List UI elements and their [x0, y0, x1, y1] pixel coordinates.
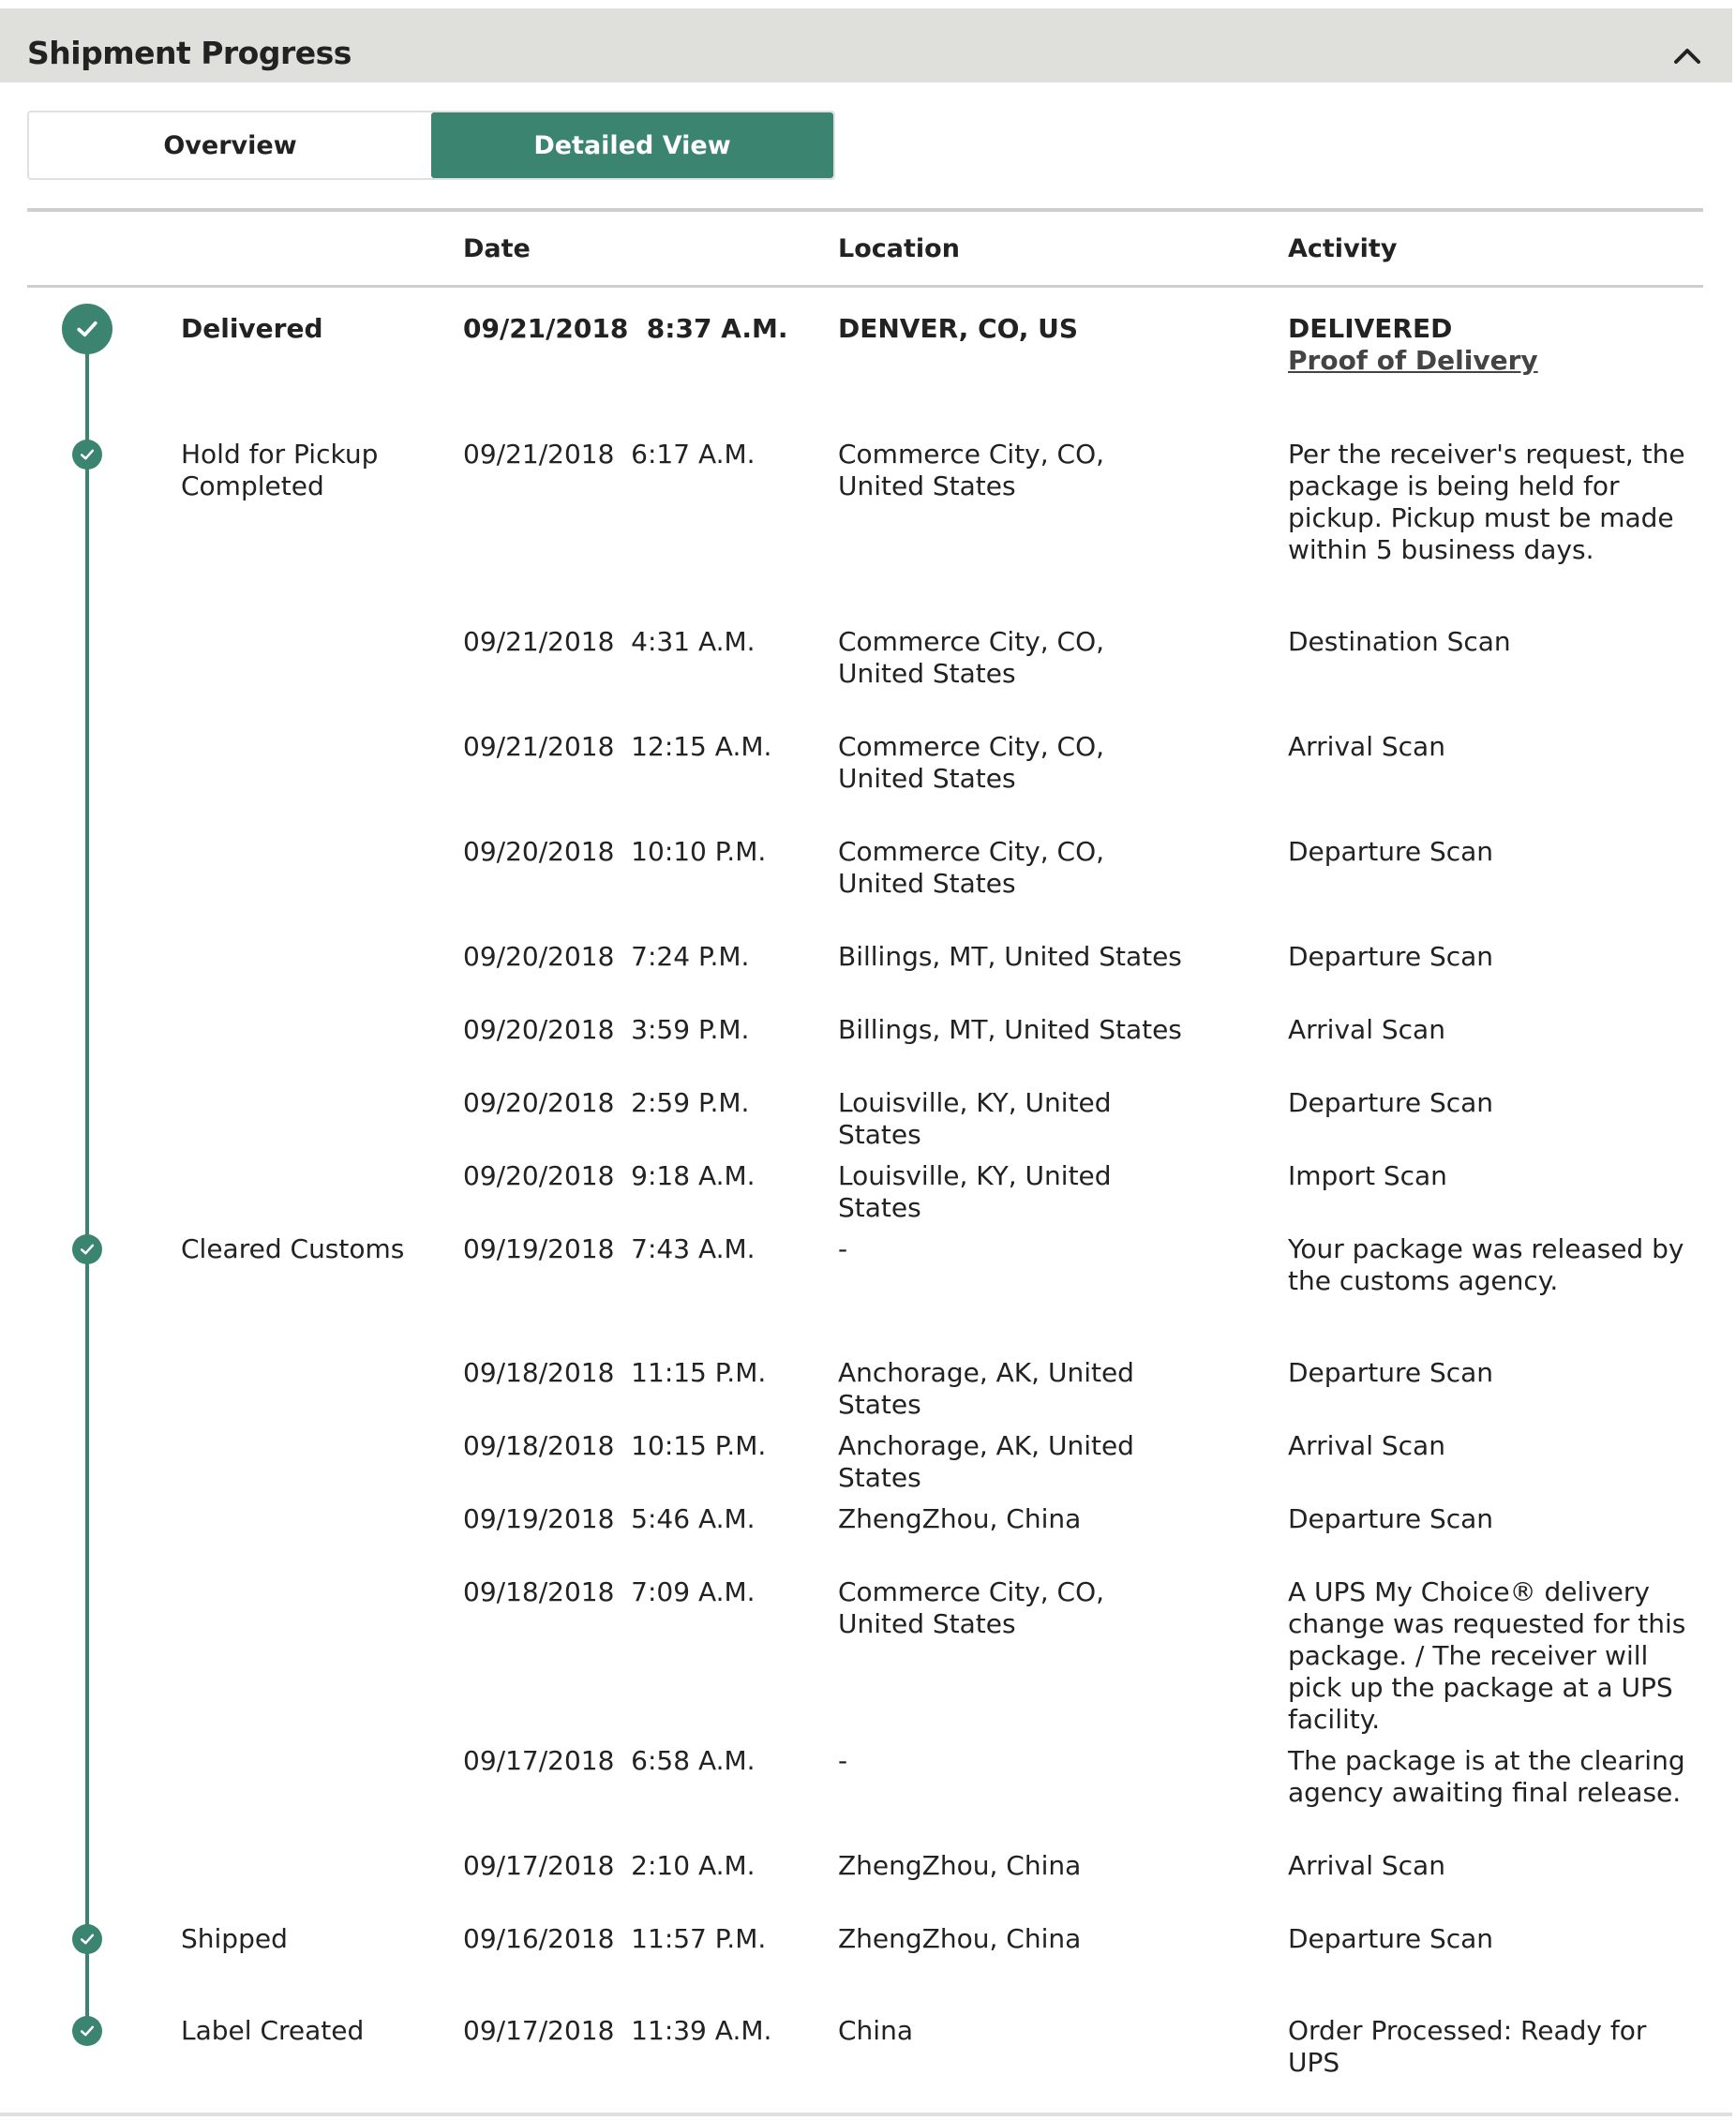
detailed-view-tab[interactable]: Detailed View	[431, 112, 833, 178]
divider	[27, 208, 1703, 212]
divider	[27, 285, 1703, 288]
activity-text: Destination Scan	[1288, 626, 1511, 657]
location-cell: -	[838, 1233, 848, 1264]
location-cell: DENVER, CO, US	[838, 313, 1079, 344]
check-circle-icon	[72, 1234, 102, 1264]
activity-text: Arrival Scan	[1288, 1430, 1445, 1461]
location-cell: Louisville, KY, United States	[838, 1087, 1112, 1150]
activity-cell	[1288, 941, 1691, 973]
activity-text: Order Processed: Ready for UPS	[1288, 2015, 1647, 2078]
timeline-line	[85, 330, 89, 2036]
activity-text: Departure Scan	[1288, 1087, 1494, 1118]
divider	[0, 2113, 1732, 2116]
status-label: Cleared Customs	[181, 1233, 405, 1264]
activity-text: Arrival Scan	[1288, 731, 1445, 762]
activity-text: A UPS My Choice® delivery change was requested for this package. / The receiver will pick up the package at a UPS facility.	[1288, 1576, 1686, 1735]
overview-tab[interactable]: Overview	[163, 130, 297, 160]
location-cell: Commerce City, CO, United States	[838, 1576, 1105, 1639]
date-cell: 09/20/2018 9:18 A.M.	[463, 1160, 756, 1191]
activity-cell	[1288, 731, 1691, 763]
check-circle-icon	[62, 304, 112, 354]
activity-cell	[1288, 1923, 1691, 1955]
activity-text: DELIVERED	[1288, 313, 1453, 344]
date-cell: 09/16/2018 11:57 P.M.	[463, 1923, 767, 1954]
date-column-header: Date	[463, 234, 531, 263]
date-cell: 09/19/2018 5:46 A.M.	[463, 1503, 756, 1534]
activity-cell	[1288, 1233, 1691, 1297]
date-cell: 09/17/2018 6:58 A.M.	[463, 1745, 756, 1776]
location-cell: ZhengZhou, China	[838, 1850, 1082, 1881]
page-title: Shipment Progress	[27, 35, 352, 71]
date-cell: 09/17/2018 2:10 A.M.	[463, 1850, 756, 1881]
activity-text: Departure Scan	[1288, 836, 1494, 867]
date-cell: 09/19/2018 7:43 A.M.	[463, 1233, 756, 1264]
date-cell: 09/21/2018 4:31 A.M.	[463, 626, 756, 657]
check-circle-icon	[72, 1924, 102, 1954]
activity-text: Import Scan	[1288, 1160, 1447, 1191]
activity-cell	[1288, 313, 1691, 377]
activity-cell	[1288, 1430, 1691, 1462]
activity-cell	[1288, 1503, 1691, 1535]
activity-text: Arrival Scan	[1288, 1014, 1445, 1045]
location-cell: Commerce City, CO, United States	[838, 731, 1105, 794]
check-circle-icon	[72, 440, 102, 470]
activity-cell	[1288, 1850, 1691, 1882]
activity-cell	[1288, 2015, 1691, 2079]
location-cell: Commerce City, CO, United States	[838, 626, 1105, 689]
panel-header	[0, 8, 1732, 82]
date-cell: 09/20/2018 10:10 P.M.	[463, 836, 767, 867]
activity-text: The package is at the clearing agency awaiting final release.	[1288, 1745, 1685, 1808]
status-label: Label Created	[181, 2015, 365, 2046]
view-toggle	[27, 111, 835, 180]
date-cell: 09/20/2018 3:59 P.M.	[463, 1014, 750, 1045]
location-cell: Louisville, KY, United States	[838, 1160, 1112, 1223]
location-cell: Anchorage, AK, United States	[838, 1357, 1134, 1420]
location-cell: Anchorage, AK, United States	[838, 1430, 1134, 1493]
date-cell: 09/18/2018 10:15 P.M.	[463, 1430, 767, 1461]
activity-cell	[1288, 836, 1691, 868]
activity-cell	[1288, 1087, 1691, 1119]
activity-cell	[1288, 439, 1691, 566]
location-cell: -	[838, 1745, 848, 1776]
activity-cell	[1288, 1576, 1691, 1736]
activity-cell	[1288, 1745, 1691, 1809]
date-cell: 09/17/2018 11:39 A.M.	[463, 2015, 772, 2046]
location-cell: ZhengZhou, China	[838, 1923, 1082, 1954]
location-column-header: Location	[838, 234, 960, 263]
date-cell: 09/21/2018 8:37 A.M.	[463, 313, 788, 344]
activity-column-header: Activity	[1288, 234, 1398, 263]
check-circle-icon	[72, 2016, 102, 2046]
proof-of-delivery-link[interactable]: Proof of Delivery	[1288, 345, 1538, 376]
activity-cell	[1288, 1014, 1691, 1046]
activity-text: Departure Scan	[1288, 941, 1494, 972]
activity-text: Departure Scan	[1288, 1503, 1494, 1534]
activity-text: Departure Scan	[1288, 1923, 1494, 1954]
chevron-up-icon[interactable]	[1669, 40, 1706, 70]
date-cell: 09/18/2018 7:09 A.M.	[463, 1576, 756, 1607]
date-cell: 09/20/2018 7:24 P.M.	[463, 941, 750, 972]
location-cell: China	[838, 2015, 913, 2046]
activity-text: Per the receiver's request, the package is being held for pickup. Pickup must be made within 5 business days.	[1288, 439, 1685, 565]
location-cell: Billings, MT, United States	[838, 1014, 1182, 1045]
location-cell: Commerce City, CO, United States	[838, 439, 1105, 501]
date-cell: 09/18/2018 11:15 P.M.	[463, 1357, 767, 1388]
location-cell: ZhengZhou, China	[838, 1503, 1082, 1534]
date-cell: 09/20/2018 2:59 P.M.	[463, 1087, 750, 1118]
location-cell: Billings, MT, United States	[838, 941, 1182, 972]
activity-cell	[1288, 1357, 1691, 1389]
activity-text: Departure Scan	[1288, 1357, 1494, 1388]
date-cell: 09/21/2018 6:17 A.M.	[463, 439, 756, 470]
activity-cell	[1288, 626, 1691, 658]
date-cell: 09/21/2018 12:15 A.M.	[463, 731, 772, 762]
status-label: Shipped	[181, 1923, 288, 1954]
location-cell: Commerce City, CO, United States	[838, 836, 1105, 899]
status-label: Hold for Pickup Completed	[181, 439, 379, 501]
activity-text: Your package was released by the customs agency.	[1288, 1233, 1684, 1296]
activity-cell	[1288, 1160, 1691, 1192]
activity-text: Arrival Scan	[1288, 1850, 1445, 1881]
status-label: Delivered	[181, 313, 323, 344]
